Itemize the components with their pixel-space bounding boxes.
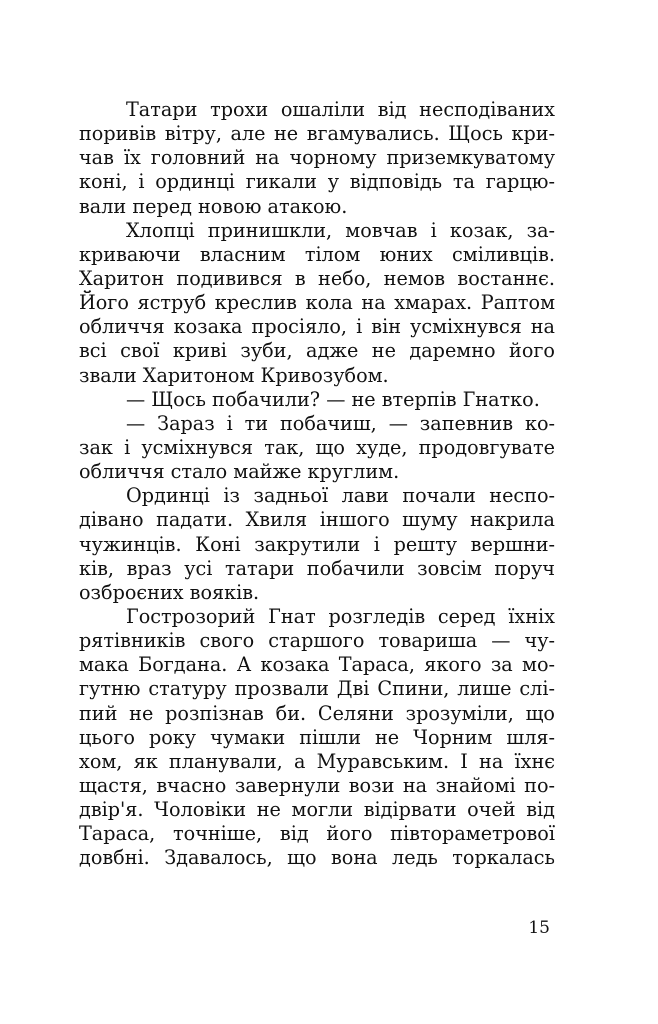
text-line: звали Харитоном Кривозубом. bbox=[79, 363, 389, 387]
text-line: Його яструб креслив кола на хмарах. Раптом bbox=[79, 291, 555, 315]
text-line: Татари трохи ошаліли від несподіваних bbox=[126, 98, 555, 121]
text-line: поривів вітру, але не вгамувались. Щось кри- bbox=[79, 122, 555, 146]
page-text bbox=[79, 98, 555, 871]
text-line: хом, як планували, а Муравським. І на їхнє bbox=[79, 749, 555, 773]
text-line: Хлопці принишкли, мовчав і козак, за- bbox=[126, 218, 555, 242]
text-line: вали перед новою атакою. bbox=[79, 194, 348, 218]
text-line: Тараса, точніше, від його півтораметрової bbox=[79, 822, 555, 846]
text-line: дівано падати. Хвиля іншого шуму накрила bbox=[79, 508, 555, 532]
text-line: обличчя стало майже круглим. bbox=[79, 460, 400, 484]
text-line: Харитон подивився в небо, немов востаннє. bbox=[79, 266, 555, 290]
text-line: пий не розпізнав би. Селяни зрозуміли, що bbox=[79, 701, 555, 725]
text-line: ків, враз усі татари побачили зовсім поруч bbox=[79, 556, 555, 580]
text-line: коні, і ординці гикали у відповідь та гарцю- bbox=[79, 170, 555, 194]
text-line: обличчя козака просіяло, і він усміхнувся на bbox=[79, 315, 555, 339]
text-line: щастя, вчасно завернули вози на знайомі по- bbox=[79, 773, 555, 797]
text-line: мака Богдана. А козака Тараса, якого за мо- bbox=[79, 653, 555, 677]
text-line: цього року чумаки пішли не Чорним шля- bbox=[79, 725, 555, 749]
text-line: чужинців. Коні закрутили і решту вершни- bbox=[79, 532, 555, 556]
text-line: — Щось побачили? — не втерпів Гнатко. bbox=[126, 387, 540, 411]
page-number: 15 bbox=[528, 918, 550, 938]
text-line: рятівників свого старшого товариша — чу- bbox=[79, 629, 555, 653]
text-line: — Зараз і ти побачиш, — запевнив ко- bbox=[126, 411, 555, 435]
text-line: Ординці із задньої лави почали неспо- bbox=[126, 484, 555, 508]
text-line: двір'я. Чоловіки не могли відірвати очей від bbox=[79, 798, 555, 822]
text-line: озброєних вояків. bbox=[79, 580, 260, 604]
text-line: чав їх головний на чорному приземкуватому bbox=[79, 146, 555, 170]
text-line: зак і усміхнувся так, що худе, продовгувате bbox=[79, 435, 555, 459]
text-line: гутню статуру прозвали Дві Спини, лише слі- bbox=[79, 677, 555, 701]
text-line: всі свої криві зуби, адже не даремно його bbox=[79, 339, 555, 363]
text-line: Гострозорий Гнат розгледів серед їхніх bbox=[126, 604, 555, 628]
text-line: довбні. Здавалось, що вона ледь торкалась bbox=[79, 846, 555, 870]
text-line: криваючи власним тілом юних сміливців. bbox=[79, 242, 555, 266]
